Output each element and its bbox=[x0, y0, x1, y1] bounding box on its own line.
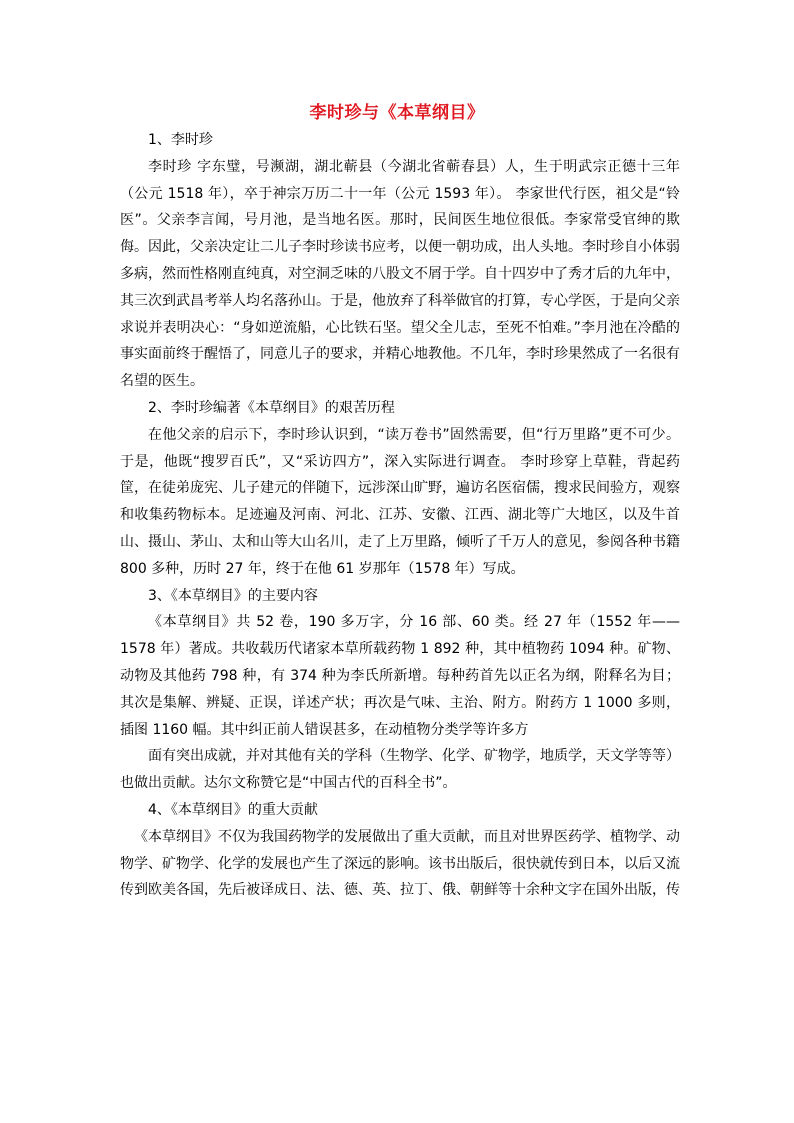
section-heading-3: 3、《本草纲目》的主要内容 bbox=[148, 587, 318, 604]
document-body bbox=[120, 127, 680, 904]
section-2-paragraph: 在他父亲的启示下，李时珍认识到，“读万卷书”固然需要，但“行万里路”更不可少。于是，他既“搜罗百氏”，又“采访四方”，深入实际进行调查。 李时珍穿上草鞋，背起药筐，在徒弟庞宪、儿子建元的伴随下，远涉深山旷野，遍访名医宿儒，搜求民间验方，观察和收集药物标本。足迹遍及河南、河北、江苏、安徽、江西、湖北等广大地区，以及牛首山、摄山、茅山、太和山等大山名川，走了上万里路，倾听了千万人的意见，参阅各种书籍 800 多种，历时 27 年，终于在他 61 岁那年（1578 年）写成。 bbox=[120, 426, 680, 577]
section-heading-4: 4、《本草纲目》的重大贡献 bbox=[148, 801, 318, 818]
section-3-paragraph-1: 《本草纲目》共 52 卷，190 多万字，分 16 部、60 类。经 27 年（1552 年——1578 年）著成。共收载历代诸家本草所载药物 1 892 种，其中植物药 1094 种。矿物、动物及其他药 798 种，有 374 种为李氏所新增。每种药首先以正名为纲，附释名为目；其次是集解、辨疑、正误，详述产状；再次是气味、主治、附方。附药方 1 1000 多则，插图 1160 幅。其中纠正前人错误甚多，在动植物分类学等许多方 bbox=[120, 614, 680, 738]
section-3-paragraph-2: 面有突出成就，并对其他有关的学科（生物学、化学、矿物学，地质学，天文学等等）也做出贡献。达尔文称赞它是“中国古代的百科全书”。 bbox=[120, 748, 680, 792]
section-1-paragraph: 李时珍 字东璧，号濒湖，湖北蕲县（今湖北省蕲春县）人，生于明武宗正德十三年（公元 1518 年），卒于神宗万历二十一年（公元 1593 年）。 李家世代行医，祖父是“铃医”。父亲李言闻，号月池，是当地名医。那时，民间医生地位很低。李家常受官绅的欺侮。因此，父亲决定让二儿子李时珍读书应考，以便一朝功成，出人头地。李时珍自小体弱多病，然而性格刚直纯真，对空洞乏味的八股文不屑于学。自十四岁中了秀才后的九年中，其三次到武昌考举人均名落孙山。于是，他放弃了科举做官的打算，专心学医，于是向父亲求说并表明决心：“身如逆流船，心比铁石坚。望父全儿志，至死不怕难。”李月池在冷酷的事实面前终于醒悟了，同意儿子的要求，并精心地教他。不几年，李时珍果然成了一名很有名望的医生。 bbox=[120, 158, 680, 390]
document-title: 李时珍与《本草纲目》 bbox=[309, 103, 485, 123]
section-heading-1: 1、李时珍 bbox=[148, 132, 213, 148]
section-heading-2: 2、李时珍编著《本草纲目》的艰苦历程 bbox=[148, 399, 395, 416]
section-4-paragraph: 《本草纲目》不仅为我国药物学的发展做出了重大贡献，而且对世界医药学、植物学、动物学、矿物学、化学的发展也产生了深远的影响。该书出版后，很快就传到日本，以后又流传到欧美各国，先后被译成日、法、德、英、拉丁、俄、朝鲜等十余种文字在国外出版，传 bbox=[120, 828, 680, 899]
